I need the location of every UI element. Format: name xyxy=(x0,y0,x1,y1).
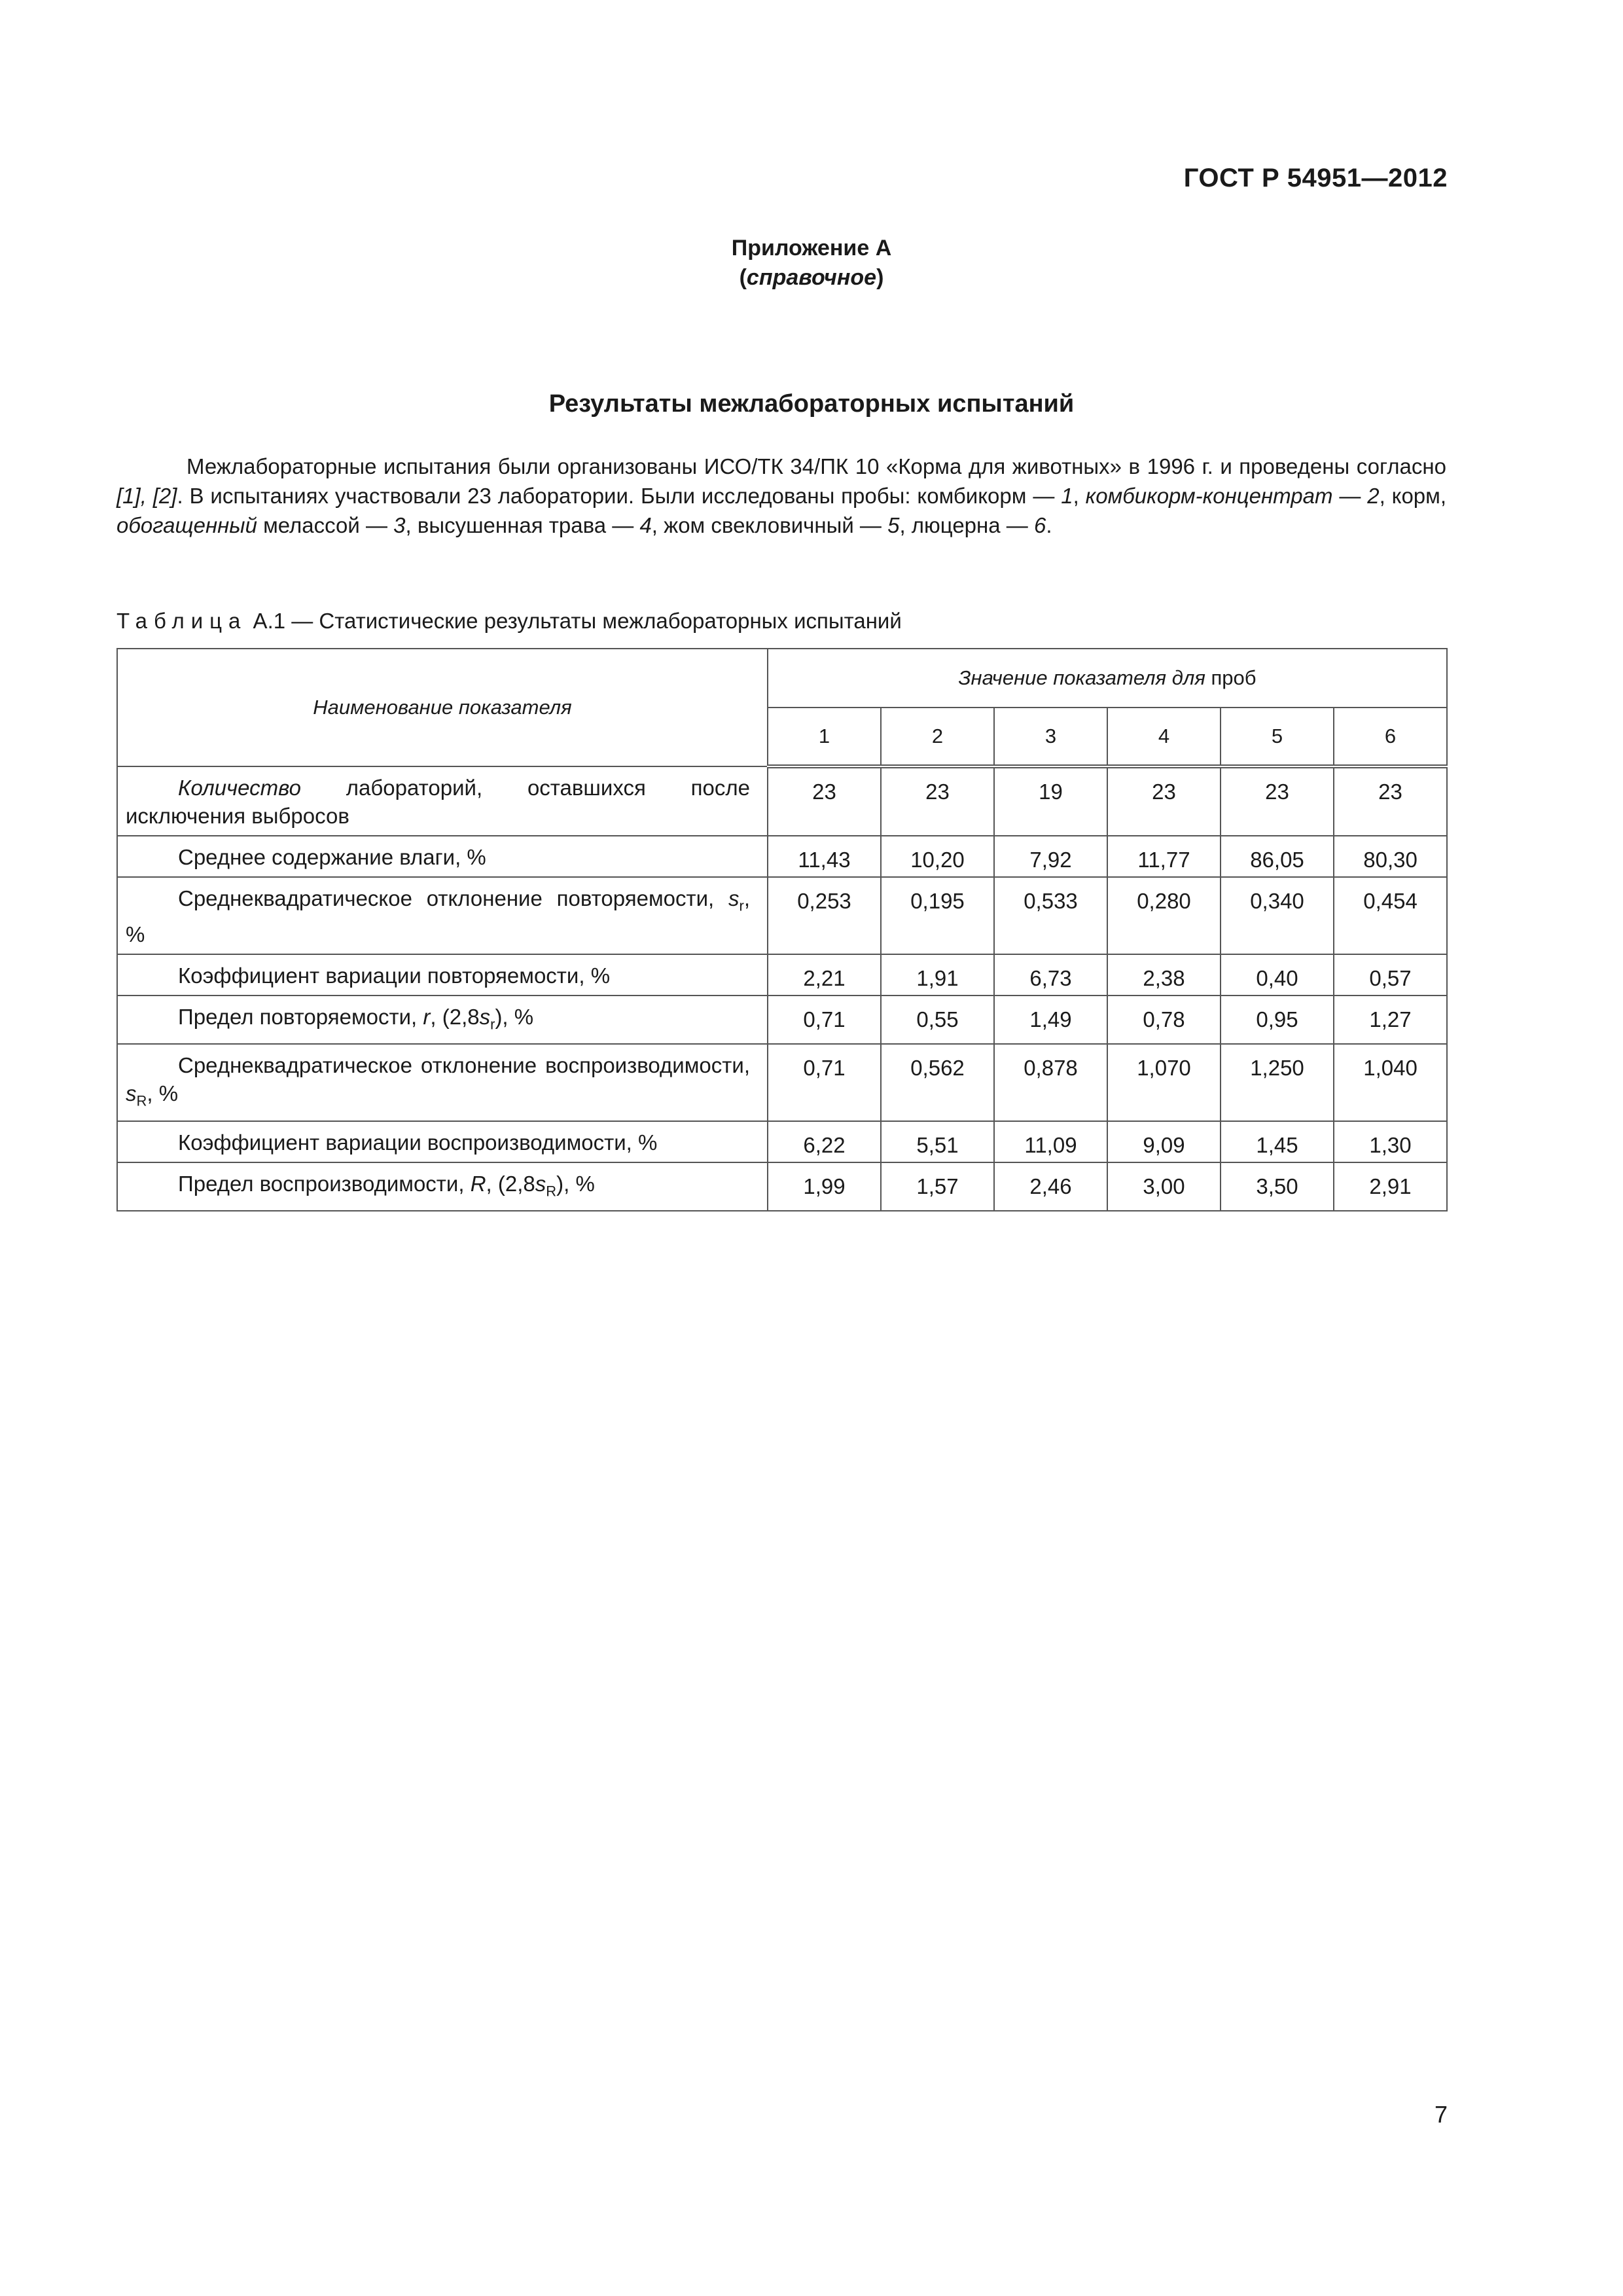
value-cell: 23 xyxy=(1107,766,1221,836)
appendix-title: Приложение А xyxy=(731,236,892,260)
value-cell: 0,533 xyxy=(994,877,1107,954)
value-cell: 1,30 xyxy=(1334,1121,1447,1162)
sample-number-header: 1 xyxy=(768,708,881,766)
indicator-name: , (2,8 xyxy=(486,1171,535,1196)
indicator-name-cell xyxy=(117,766,768,836)
value-cell: 0,340 xyxy=(1221,877,1334,954)
value-cell: 0,40 xyxy=(1221,954,1334,996)
value-cell: 3,50 xyxy=(1221,1162,1334,1211)
value-cell: 1,27 xyxy=(1334,996,1447,1045)
sample-number-header: 4 xyxy=(1107,708,1221,766)
sample-number: 1 xyxy=(1061,484,1073,508)
table-row xyxy=(117,836,1447,877)
intro-text: Межлабораторные испытания были организованы ИСО/ТК 34/ПК 10 «Корма для животных» в 1996 г. и проведены согласно xyxy=(187,454,1446,478)
sample-number: 6 xyxy=(1033,513,1046,537)
intro-text: , люцерна — xyxy=(899,513,1034,537)
indicator-name: Среднеквадратическое отклонение повторяемости, xyxy=(178,886,728,910)
value-cell: 6,73 xyxy=(994,954,1107,996)
value-cell: 0,878 xyxy=(994,1044,1107,1121)
indicator-name: Предел воспроизводимости, xyxy=(178,1171,471,1196)
value-cell: 23 xyxy=(881,766,994,836)
table-caption-text: А.1 — Статистические результаты межлабораторных испытаний xyxy=(247,609,902,633)
table-caption xyxy=(116,609,902,634)
intro-paragraph xyxy=(116,452,1446,540)
table-row xyxy=(117,1121,1447,1162)
intro-text: , корм, xyxy=(1379,484,1446,508)
indicator-symbol: s xyxy=(535,1171,546,1196)
indicator-symbol: s xyxy=(479,1004,491,1029)
value-cell: 11,43 xyxy=(768,836,881,877)
intro-text: . xyxy=(1046,513,1052,537)
indicator-name: Предел повторяемости, xyxy=(178,1004,423,1029)
table-row xyxy=(117,996,1447,1045)
value-cell: 0,71 xyxy=(768,1044,881,1121)
intro-text: — xyxy=(1332,484,1368,508)
indicator-name-cell xyxy=(117,1121,768,1162)
indicator-name: Среднее содержание влаги, % xyxy=(178,845,486,869)
value-cell: 0,195 xyxy=(881,877,994,954)
value-cell: 1,250 xyxy=(1221,1044,1334,1121)
sample-number: 5 xyxy=(887,513,900,537)
indicator-symbol: s xyxy=(728,886,740,910)
document-code: ГОСТ Р 54951—2012 xyxy=(1183,164,1448,192)
indicator-name-cell xyxy=(117,1162,768,1211)
indicator-name-cell xyxy=(117,954,768,996)
column-header-values-tail: проб xyxy=(1205,666,1257,689)
value-cell: 0,253 xyxy=(768,877,881,954)
value-cell: 9,09 xyxy=(1107,1121,1221,1162)
indicator-name: Коэффициент вариации воспроизводимости, % xyxy=(178,1130,658,1155)
value-cell: 0,55 xyxy=(881,996,994,1045)
table-row xyxy=(117,766,1447,836)
value-cell: 80,30 xyxy=(1334,836,1447,877)
value-cell: 1,57 xyxy=(881,1162,994,1211)
value-cell: 0,454 xyxy=(1334,877,1447,954)
indicator-name: лабораторий, оставшихся после исключения выбросов xyxy=(126,776,750,828)
column-header-values xyxy=(768,649,1447,708)
indicator-name-cell xyxy=(117,877,768,954)
value-cell: 11,77 xyxy=(1107,836,1221,877)
value-cell: 6,22 xyxy=(768,1121,881,1162)
intro-text: . В испытаниях участвовали 23 лаборатории. Были исследованы пробы: комбикорм — xyxy=(177,484,1061,508)
table-caption-prefix: Таблица xyxy=(116,609,247,633)
value-cell: 0,562 xyxy=(881,1044,994,1121)
indicator-symbol: r xyxy=(423,1004,431,1029)
value-cell: 10,20 xyxy=(881,836,994,877)
indicator-name-italic: Количество xyxy=(178,776,301,800)
value-cell: 1,91 xyxy=(881,954,994,996)
sample-number-header: 5 xyxy=(1221,708,1334,766)
column-header-indicator: Наименование показателя xyxy=(117,649,768,766)
indicator-subscript: r xyxy=(490,1016,495,1033)
intro-text: мелассой — xyxy=(257,513,394,537)
value-cell: 0,57 xyxy=(1334,954,1447,996)
value-cell: 2,46 xyxy=(994,1162,1107,1211)
indicator-name: , % xyxy=(147,1081,179,1106)
value-cell: 1,99 xyxy=(768,1162,881,1211)
intro-text: , xyxy=(1073,484,1086,508)
sample-number: 2 xyxy=(1367,484,1380,508)
indicator-symbol: R xyxy=(470,1171,486,1196)
sample-number-header: 3 xyxy=(994,708,1107,766)
indicator-name: , % xyxy=(126,886,750,946)
value-cell: 86,05 xyxy=(1221,836,1334,877)
value-cell: 0,95 xyxy=(1221,996,1334,1045)
appendix-kind-text: справочное xyxy=(746,265,877,290)
table-row xyxy=(117,954,1447,996)
indicator-subscript: R xyxy=(136,1092,147,1109)
value-cell: 19 xyxy=(994,766,1107,836)
indicator-name: ), % xyxy=(556,1171,595,1196)
column-header-values-italic: Значение показателя для xyxy=(958,666,1205,689)
indicator-name: Среднеквадратическое отклонение воспроизводимости, xyxy=(178,1053,750,1078)
value-cell: 23 xyxy=(1334,766,1447,836)
indicator-name: Коэффициент вариации повторяемости, % xyxy=(178,963,611,988)
table-row xyxy=(117,877,1447,954)
indicator-subscript: r xyxy=(739,897,744,914)
sample-name: комбикорм-концентрат xyxy=(1085,484,1333,508)
sample-number: 3 xyxy=(393,513,406,537)
sample-number-header: 2 xyxy=(881,708,994,766)
appendix-kind: (справочное) xyxy=(739,265,884,290)
sample-name: обогащенный xyxy=(116,513,257,537)
sample-number-header: 6 xyxy=(1334,708,1447,766)
value-cell: 5,51 xyxy=(881,1121,994,1162)
intro-text: , высушенная трава — xyxy=(405,513,640,537)
table-row xyxy=(117,1044,1447,1121)
indicator-name: , (2,8 xyxy=(430,1004,480,1029)
value-cell: 0,71 xyxy=(768,996,881,1045)
value-cell: 7,92 xyxy=(994,836,1107,877)
value-cell: 1,070 xyxy=(1107,1044,1221,1121)
sample-number: 4 xyxy=(639,513,652,537)
value-cell: 3,00 xyxy=(1107,1162,1221,1211)
value-cell: 0,78 xyxy=(1107,996,1221,1045)
statistics-table xyxy=(116,648,1448,1211)
indicator-name-cell xyxy=(117,836,768,877)
indicator-name-cell xyxy=(117,1044,768,1121)
value-cell: 11,09 xyxy=(994,1121,1107,1162)
value-cell: 1,45 xyxy=(1221,1121,1334,1162)
value-cell: 2,91 xyxy=(1334,1162,1447,1211)
indicator-subscript: R xyxy=(546,1183,557,1200)
value-cell: 1,49 xyxy=(994,996,1107,1045)
indicator-name-cell xyxy=(117,996,768,1045)
table-row xyxy=(117,1162,1447,1211)
value-cell: 23 xyxy=(768,766,881,836)
value-cell: 0,280 xyxy=(1107,877,1221,954)
value-cell: 1,040 xyxy=(1334,1044,1447,1121)
indicator-symbol: s xyxy=(126,1081,137,1106)
page-number: 7 xyxy=(1434,2101,1448,2128)
value-cell: 23 xyxy=(1221,766,1334,836)
intro-text: , жом свекловичный — xyxy=(651,513,888,537)
section-title: Результаты межлабораторных испытаний xyxy=(548,390,1075,418)
indicator-name: ), % xyxy=(495,1004,534,1029)
value-cell: 2,38 xyxy=(1107,954,1221,996)
value-cell: 2,21 xyxy=(768,954,881,996)
table-body xyxy=(117,766,1447,1211)
intro-refs: [1], [2] xyxy=(116,484,177,508)
